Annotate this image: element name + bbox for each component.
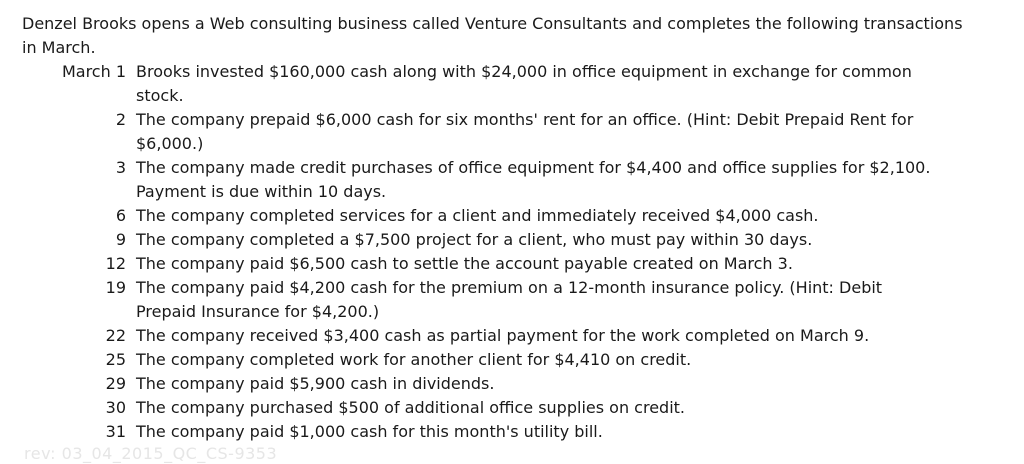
transaction-text: The company paid $5,900 cash in dividends. [136, 374, 495, 393]
transaction-text: The company paid $4,200 cash for the premium on a 12-month insurance policy. (Hint: Debit Prepaid Insurance for $4,200.) [136, 278, 883, 321]
transaction-row [0, 60, 1024, 108]
transaction-row [0, 108, 1024, 156]
transaction-row [0, 372, 1024, 396]
transaction-date: 2 [115, 110, 126, 129]
transaction-date: March 1 [61, 62, 126, 81]
problem-intro: Denzel Brooks opens a Web consulting business called Venture Consultants and completes the following transactions in March. [22, 14, 963, 57]
transaction-text: The company completed services for a client and immediately received $4,000 cash. [136, 206, 819, 225]
transaction-text: The company paid $6,500 cash to settle the account payable created on March 3. [136, 254, 793, 273]
transaction-date: 9 [115, 230, 126, 249]
transaction-row [0, 228, 1024, 252]
transaction-row [0, 396, 1024, 420]
transaction-text: Brooks invested $160,000 cash along with $24,000 in office equipment in exchange for common stock. [136, 62, 912, 105]
transaction-text: The company prepaid $6,000 cash for six months' rent for an office. (Hint: Debit Prepaid Rent for $6,000.) [136, 110, 914, 153]
transaction-row [0, 348, 1024, 372]
transaction-date: 25 [105, 350, 126, 369]
transaction-date: 30 [105, 398, 126, 417]
transaction-date: 6 [115, 206, 126, 225]
transaction-row [0, 204, 1024, 228]
transaction-date: 29 [105, 374, 126, 393]
transaction-text: The company purchased $500 of additional office supplies on credit. [136, 398, 685, 417]
transaction-text: The company received $3,400 cash as partial payment for the work completed on March 9. [136, 326, 870, 345]
revision-watermark: rev: 03_04_2015_QC_CS-9353 [24, 444, 278, 463]
transaction-list [0, 60, 1024, 444]
transaction-text: The company completed work for another client for $4,410 on credit. [136, 350, 692, 369]
transaction-text: The company paid $1,000 cash for this month's utility bill. [136, 422, 603, 441]
transaction-date: 12 [105, 254, 126, 273]
transaction-date: 22 [105, 326, 126, 345]
transaction-text: The company completed a $7,500 project for a client, who must pay within 30 days. [136, 230, 813, 249]
transaction-text: The company made credit purchases of office equipment for $4,400 and office supplies for $2,100. Payment is due within 10 days. [136, 158, 931, 201]
transaction-row [0, 276, 1024, 324]
transaction-date: 3 [115, 158, 126, 177]
transaction-row [0, 420, 1024, 444]
transaction-row [0, 252, 1024, 276]
transaction-date: 19 [105, 278, 126, 297]
transaction-row [0, 324, 1024, 348]
transaction-row [0, 156, 1024, 204]
transaction-date: 31 [105, 422, 126, 441]
